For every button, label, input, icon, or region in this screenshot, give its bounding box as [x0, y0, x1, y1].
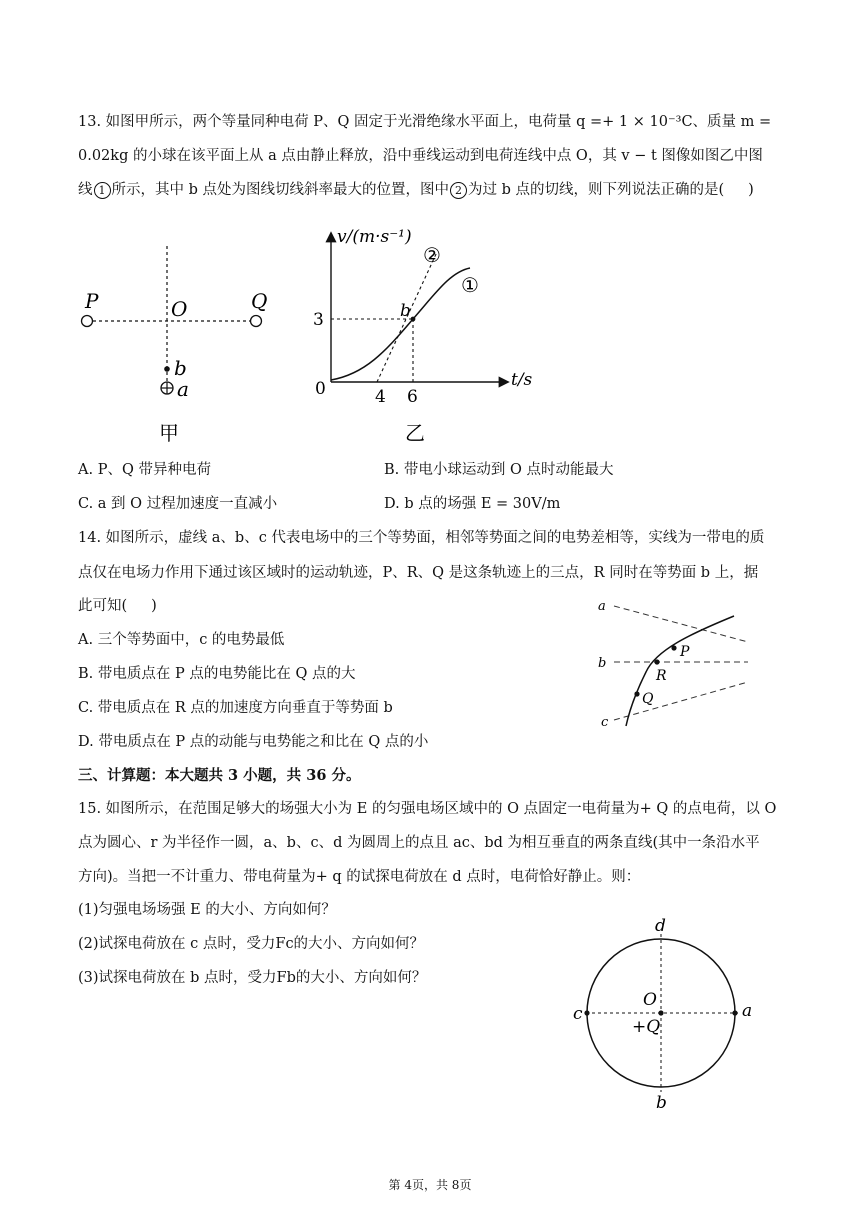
- circled-one: 1: [94, 182, 111, 199]
- q14-line-2: 点仅在电场力作用下通过该区域时的运动轨迹，P、R、Q 是这条轨迹上的三点，R 同时在等势面 b 上，据: [78, 565, 759, 581]
- q15-sub-3: (3)试探电荷放在 b 点时，受力Fb的大小、方向如何？: [78, 970, 427, 986]
- q15-sub-1: (1)匀强电场场强 E 的大小、方向如何？: [78, 902, 336, 918]
- origin-label: 0: [315, 379, 326, 399]
- caption-jia: 甲: [159, 421, 179, 445]
- charge-Q-label: +Q: [632, 1017, 661, 1037]
- point-P-label: P: [680, 644, 690, 660]
- x-axis-label: t/s: [511, 370, 533, 390]
- q15-sub-2: (2)试探电荷放在 c 点时，受力Fc的大小、方向如何？: [78, 936, 425, 952]
- q13-line-3: [78, 180, 754, 200]
- label-P: P: [85, 289, 99, 313]
- q14-option-d: D. 带电质点在 P 点的动能与电势能之和比在 Q 点的小: [78, 734, 429, 750]
- label-a: a: [177, 377, 189, 401]
- q13-option-a: A. P、Q 带异种电荷: [78, 462, 211, 478]
- point-a-label: a: [742, 1001, 753, 1021]
- figure-yi: [305, 222, 545, 454]
- curve-2-label: ②: [423, 243, 441, 267]
- q13-line-1: 13. 如图甲所示，两个等量同种电荷 P、Q 固定于光滑绝缘水平面上，电荷量 q =+ 1 × 10⁻³C、质量 m =: [78, 114, 772, 130]
- page-footer: 第 4页，共 8页: [388, 1178, 472, 1192]
- tick-x-6: 6: [407, 387, 418, 407]
- label-Q: Q: [251, 289, 268, 313]
- figure-q15: [568, 912, 768, 1112]
- point-b-label: b: [656, 1093, 667, 1112]
- q13-line-3-post: 为过 b 点的切线，则下列说法正确的是(: [468, 182, 725, 198]
- q13-line-3-pre: 线: [78, 182, 93, 198]
- q14-line-1: 14. 如图所示，虚线 a、b、c 代表电场中的三个等势面，相邻等势面之间的电势差相等，实线为一带电的质: [78, 530, 765, 546]
- figure-q14: [590, 592, 760, 734]
- q13-line-3-mid: 所示，其中 b 点处为图线切线斜率最大的位置，图中: [111, 182, 449, 198]
- point-c-label: c: [573, 1004, 583, 1024]
- point-d-label: d: [655, 916, 666, 936]
- point-Q-label: Q: [642, 691, 654, 707]
- section-3-heading: 三、计算题：本大题共 3 小题，共 36 分。: [78, 767, 361, 784]
- q14-line-3-text: 此可知(: [78, 598, 128, 614]
- q13-option-c: C. a 到 O 过程加速度一直减小: [78, 496, 278, 512]
- q15-line-1: 15. 如图所示，在范围足够大的场强大小为 E 的匀强电场区域中的 O 点固定一电荷量为+ Q 的点电荷，以 O: [78, 801, 777, 817]
- tick-y-3: 3: [313, 310, 324, 330]
- q14-close-paren: ): [151, 598, 157, 614]
- y-axis-label: v/(m·s⁻¹): [337, 227, 412, 247]
- point-O-label: O: [643, 990, 657, 1010]
- q13-line-2: 0.02kg 的小球在该平面上从 a 点由静止释放，沿中垂线运动到电荷连线中点 O，其 v − t 图像如图乙中图: [78, 148, 763, 164]
- point-b-label: b: [400, 301, 411, 321]
- equipotential-c-label: c: [601, 715, 609, 730]
- tick-x-4: 4: [375, 387, 386, 407]
- q14-line-3: [78, 596, 157, 616]
- equipotential-b-label: b: [598, 656, 607, 671]
- label-O: O: [171, 297, 188, 321]
- figure-jia: [75, 238, 305, 458]
- caption-yi: 乙: [405, 421, 425, 445]
- q13-close-paren: ): [748, 182, 754, 198]
- q14-option-b: B. 带电质点在 P 点的电势能比在 Q 点的大: [78, 666, 356, 682]
- equipotential-a-label: a: [598, 599, 606, 614]
- circled-two: 2: [450, 182, 467, 199]
- q15-line-2: 点为圆心、r 为半径作一圆，a、b、c、d 为圆周上的点且 ac、bd 为相互垂直的两条直线(其中一条沿水平: [78, 835, 760, 851]
- q14-option-c: C. 带电质点在 R 点的加速度方向垂直于等势面 b: [78, 700, 393, 716]
- point-R-label: R: [656, 668, 667, 684]
- q15-line-3: 方向)。当把一不计重力、带电荷量为+ q 的试探电荷放在 d 点时，电荷恰好静止。则：: [78, 869, 641, 885]
- q13-option-b: B. 带电小球运动到 O 点时动能最大: [384, 462, 614, 478]
- q13-option-d: D. b 点的场强 E = 30V/m: [384, 496, 561, 512]
- q14-option-a: A. 三个等势面中，c 的电势最低: [78, 632, 285, 648]
- label-b: b: [174, 356, 187, 380]
- curve-1-label: ①: [461, 273, 479, 297]
